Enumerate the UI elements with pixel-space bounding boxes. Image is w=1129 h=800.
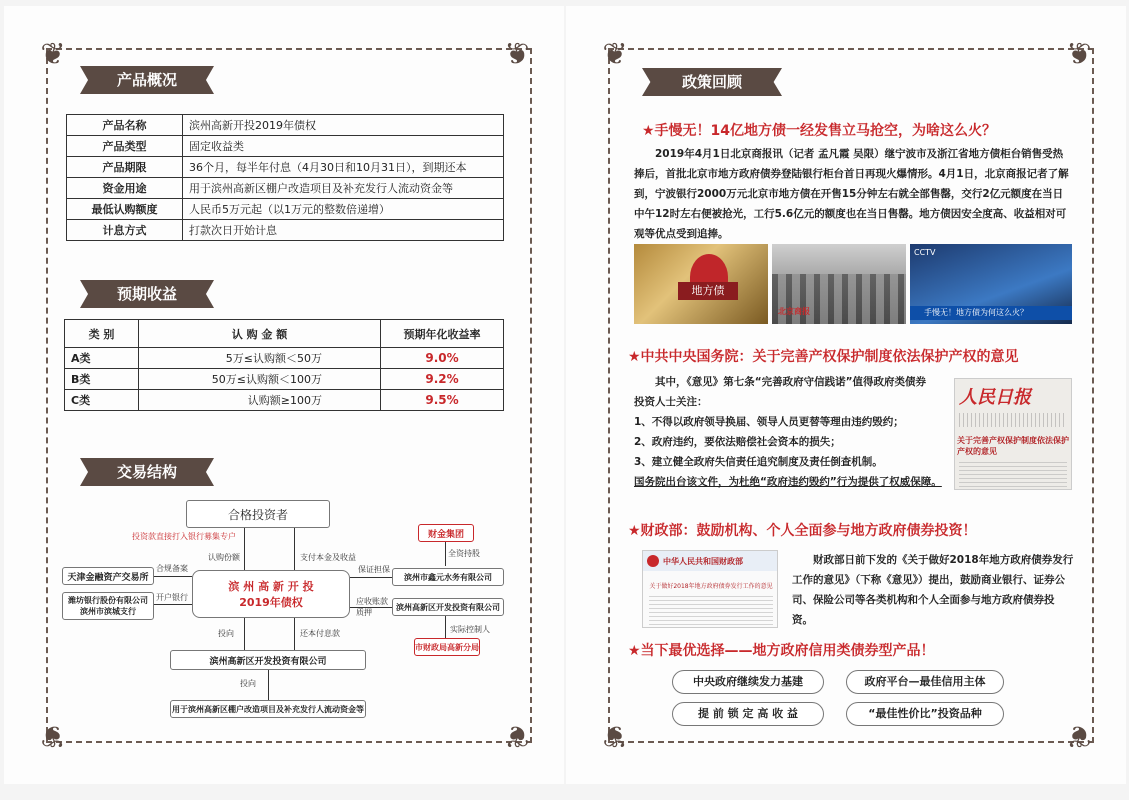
weifang-box (62, 592, 154, 620)
pill-lock-return: 提 前 锁 定 高 收 益 (672, 702, 824, 726)
s4-title: ★当下最优选择——地方政府信用类债券型产品！ (628, 643, 935, 659)
returns-banner (80, 280, 214, 308)
s3-title: ★财政部：鼓励机构、个人全面参与地方政府债券投资！ (628, 523, 977, 539)
right-page (566, 6, 1126, 784)
returns-rate: 9.0% (381, 348, 504, 369)
arrow-caijin (445, 542, 446, 566)
overview-row (67, 178, 504, 199)
overview-key: 产品名称 (67, 115, 183, 136)
s2-list-item: 2、政府违约，要依法赔偿社会资本的损失； (634, 436, 841, 448)
center-product-box (192, 570, 350, 618)
weifang-line2: 滨州市滨城支行 (80, 607, 136, 616)
ornament-top-left-icon: ❦ (40, 37, 66, 72)
returns-amount: 认购额≥100万 (139, 390, 381, 411)
overview-key: 产品期限 (67, 157, 183, 178)
pill-best-value: “最佳性价比”投资品种 (846, 702, 1004, 726)
paper-name: 人民日报 (959, 387, 1031, 408)
mof-image (642, 550, 778, 628)
overview-row (67, 115, 504, 136)
arrow-xinyuan (350, 577, 392, 578)
overview-key: 资金用途 (67, 178, 183, 199)
structure-title: 交易结构 (116, 463, 177, 481)
xinyuan-box: 滨州市鑫元水务有限公司 (392, 568, 504, 586)
s2-intro: 其中，《意见》第七条“完善政府守信践诺”值得政府类债券投资人士关注： (634, 376, 927, 408)
photo-queue (772, 244, 906, 324)
caizheng-box: 市财政局高新分局 (414, 638, 480, 656)
overview-row (67, 136, 504, 157)
label-touxiang2: 投向 (240, 679, 256, 688)
s3-text: 财政部日前下发的《关于做好2018年地方政府债券发行工作的意见》（下称《意见》）提出，鼓励商业银行、证券公司、保险公司等各类机构和个人全面参与地方政府债券投资。 (792, 554, 1074, 626)
returns-amount: 50万≤认购额＜100万 (139, 369, 381, 390)
label-touxiang: 投向 (218, 629, 234, 638)
arrow-weifang (154, 604, 192, 605)
s1-title: ★手慢无！14亿地方债一经发售立马抢空，为啥这么火？ (642, 123, 997, 139)
label-diya: 应收账款质押 (356, 597, 388, 617)
returns-title: 预期收益 (116, 285, 177, 303)
overview-value: 36个月，每半年付息（4月30日和10月31日），到期还本 (183, 157, 504, 178)
photo3-label: 手慢无！地方债为何这么火？ (910, 306, 1072, 320)
arrow-center-to-dev (244, 618, 245, 650)
photo1-label: 地方债 (678, 282, 738, 300)
s2-list-item: 3、建立健全政府失信责任追究制度及责任倒查机制。 (634, 456, 883, 468)
overview-key: 计息方式 (67, 220, 183, 241)
returns-row (65, 348, 504, 369)
arrow-center-to-investor (294, 528, 295, 570)
note-red-label: 投资款直接打入银行募集专户 (132, 532, 236, 541)
overview-key: 产品类型 (67, 136, 183, 157)
returns-header-amount: 认 购 金 额 (139, 320, 381, 348)
overview-value: 人民币5万元起（以1万元的整数倍递增） (183, 199, 504, 220)
photo-coins (634, 244, 768, 324)
weifang-line1: 潍坊银行股份有限公司 (68, 596, 148, 605)
overview-value: 打款次日开始计息 (183, 220, 504, 241)
label-shiji: 实际控制人 (450, 625, 490, 634)
arrow-investor-to-center (244, 528, 245, 570)
returns-amount: 5万≤认购额＜50万 (139, 348, 381, 369)
ornament-bottom-right-icon: ❦ (1066, 718, 1092, 753)
s1-text: 2019年4月1日北京商报讯（记者 孟凡霞 吴限）继宁波市及浙江省地方债柜台销售受热捧后，首批北京市地方政府债券登陆银行柜台首日再现火爆情形。4月1日，北京商报记者了解到，宁波银行2000万元北京市地方债在开售15分钟左右就全部售罄，交行2亿元额度在当日中午12时左右便被抢光，工行5.6亿元的额度也在当日售罄。地方债因安全度高、收益相对可观等优点受到追捧。 (634, 148, 1069, 240)
label-zhifu: 支付本金及收益 (300, 553, 356, 562)
cctv-icon: CCTV (914, 248, 936, 257)
overview-value: 固定收益类 (183, 136, 504, 157)
returns-class: A类 (65, 348, 139, 369)
overview-row (67, 199, 504, 220)
ornament-bottom-left-icon: ❦ (602, 718, 628, 753)
returns-rate: 9.2% (381, 369, 504, 390)
ornament-top-left-icon: ❦ (602, 37, 628, 72)
arrow-caizheng (445, 616, 446, 638)
overview-row (67, 157, 504, 178)
newspaper-image (954, 378, 1072, 490)
arrow-tianjin (154, 576, 192, 577)
mof-doc: 关于做好2018年地方政府债券发行工作的意见 (649, 583, 773, 590)
investor-box: 合格投资者 (186, 500, 330, 528)
ornament-bottom-right-icon: ❦ (504, 718, 530, 753)
returns-class: B类 (65, 369, 139, 390)
returns-row (65, 390, 504, 411)
paper-headline: 关于完善产权保护制度依法保护产权的意见 (957, 436, 1069, 456)
returns-rate: 9.5% (381, 390, 504, 411)
photo2-label: 北京商报 (778, 307, 810, 316)
center-line2: 2019年债权 (239, 596, 303, 609)
overview-banner (80, 66, 214, 94)
overview-value: 滨州高新开投2019年债权 (183, 115, 504, 136)
overview-table (66, 114, 504, 241)
ornament-bottom-left-icon: ❦ (40, 718, 66, 753)
emblem-icon (647, 555, 659, 567)
s2-end: 国务院出台该文件，为杜绝“政府违约毁约”行为提供了权威保障。 (634, 476, 942, 488)
s2-title: ★中共中央国务院：关于完善产权保护制度依法保护产权的意见 (628, 349, 1019, 365)
returns-table (64, 319, 504, 411)
overview-row (67, 220, 504, 241)
left-page (4, 6, 564, 784)
label-quanzi: 全资持股 (448, 549, 480, 558)
returns-row (65, 369, 504, 390)
returns-header-rate: 预期年化收益率 (381, 320, 504, 348)
devco-box: 滨州高新区开发投资有限公司 (170, 650, 366, 670)
s2-list-item: 1、不得以政府领导换届、领导人员更替等理由违约毁约； (634, 416, 904, 428)
s2-list (634, 412, 944, 472)
arrow-dev-to-center (294, 618, 295, 650)
tianjin-box: 天津金融资产交易所 (62, 567, 154, 585)
pill-platform: 政府平台—最佳信用主体 (846, 670, 1004, 694)
mof-name: 中华人民共和国财政部 (663, 557, 743, 566)
label-rengou: 认购份额 (208, 553, 240, 562)
policy-title: 政策回顾 (681, 73, 742, 91)
arrow-dev-to-usage (268, 670, 269, 700)
policy-banner (642, 68, 782, 96)
label-hezuo: 合规备案 (156, 564, 188, 573)
ornament-top-right-icon: ❦ (1066, 37, 1092, 72)
overview-key: 最低认购额度 (67, 199, 183, 220)
center-line1: 滨 州 高 新 开 投 (228, 580, 314, 593)
ornament-top-right-icon: ❦ (504, 37, 530, 72)
label-huanben: 还本付息款 (300, 629, 340, 638)
photo-tv (910, 244, 1072, 324)
overview-title: 产品概况 (116, 71, 177, 89)
structure-banner (80, 458, 214, 486)
usage-box: 用于滨州高新区棚户改造项目及补充发行人流动资金等 (170, 700, 366, 718)
returns-header-class: 类 别 (65, 320, 139, 348)
label-kaihu: 开户银行 (156, 593, 188, 602)
gaoxin-inv-box: 滨州高新区开发投资有限公司 (392, 598, 504, 616)
returns-class: C类 (65, 390, 139, 411)
overview-value: 用于滨州高新区棚户改造项目及补充发行人流动资金等 (183, 178, 504, 199)
label-baozheng: 保证担保 (358, 565, 390, 574)
caijin-box: 财金集团 (418, 524, 474, 542)
pill-infrastructure: 中央政府继续发力基建 (672, 670, 824, 694)
